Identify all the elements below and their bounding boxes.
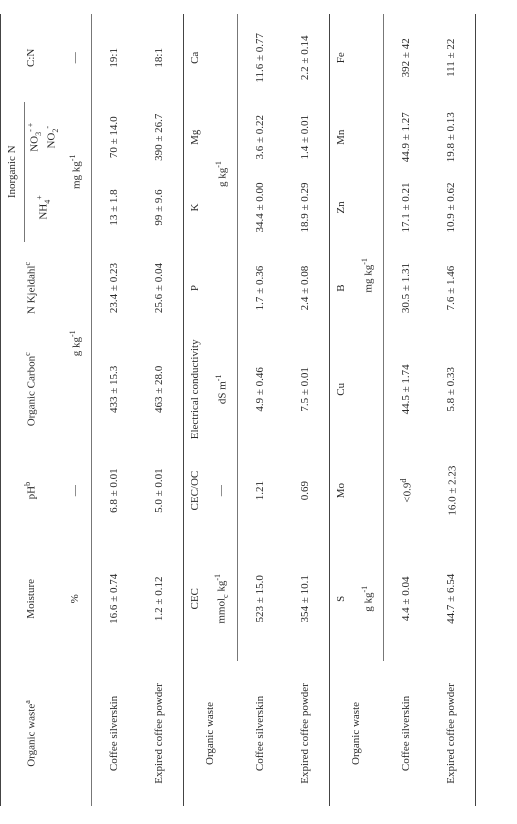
header-ca: Ca xyxy=(188,51,201,64)
cell-fe: 111 ± 22 xyxy=(429,14,475,102)
row-name: Coffee silverskin xyxy=(399,695,412,772)
cell-ec: 7.5 ± 0.01 xyxy=(283,334,329,445)
cell-cn: 19:1 xyxy=(107,48,120,68)
cell-ph: 6.8 ± 0.01 xyxy=(107,468,120,513)
unit-ec: dS $m^{-1}$ xyxy=(207,334,237,445)
table-row xyxy=(429,14,475,806)
header-organic-waste-3: Organic waste xyxy=(349,701,362,765)
table-row xyxy=(237,14,283,806)
table-row xyxy=(383,14,429,806)
unit-gkg-3: g $kg^{-1}$ xyxy=(353,537,383,661)
header-cec: CEC xyxy=(188,588,201,610)
header-n-kjeldahl: N Kjeldahl$^c$ xyxy=(1,242,62,334)
table-row xyxy=(91,14,137,806)
organic-waste-properties-table xyxy=(0,14,476,806)
header-row-2 xyxy=(183,14,207,806)
cell-b: 30.5 ± 1.31 xyxy=(399,263,412,314)
header-row-1 xyxy=(1,14,25,806)
unit-cn: — xyxy=(61,14,91,102)
header-cec-oc: CEC/OC xyxy=(188,470,201,511)
cell-k: 34.4 ± 0.00 xyxy=(253,182,266,233)
cell-zn: 10.9 ± 0.62 xyxy=(429,173,475,242)
cell-cec: 354 ± 10.1 xyxy=(283,537,329,661)
header-no3-no2: $NO_3^{- +}$ $NO_2^-$ xyxy=(26,122,60,152)
row-name: Expired coffee powder xyxy=(429,661,475,806)
cell-k: 18.9 ± 0.29 xyxy=(283,173,329,242)
header-organic-waste-2: Organic waste xyxy=(203,701,216,765)
cell-nh4: 99 ± 9.6 xyxy=(137,173,183,242)
unit-mgkg: mg $kg^{-1}$ xyxy=(61,102,91,242)
cell-fe: 392 ± 42 xyxy=(399,38,412,78)
header-p: P xyxy=(188,284,201,292)
unit-mgkg-3: mg $kg^{-1}$ xyxy=(353,14,383,537)
cell-mo: <0.9$^d$ xyxy=(398,478,414,503)
unit-cec-oc: — xyxy=(207,445,237,537)
cell-s: 4.4 ± 0.04 xyxy=(399,576,412,622)
cell-moisture: 1.2 ± 0.12 xyxy=(137,537,183,661)
table-row xyxy=(283,14,329,806)
header-mo: Mo xyxy=(334,482,347,499)
cell-cu: 5.8 ± 0.33 xyxy=(429,334,475,445)
header-cu: Cu xyxy=(334,382,347,396)
cell-cu: 44.5 ± 1.74 xyxy=(399,364,412,415)
header-electrical-conductivity: Electrical conductivity xyxy=(188,339,201,440)
units-row-1 xyxy=(61,14,91,806)
cell-b: 7.6 ± 1.46 xyxy=(429,242,475,334)
header-fe: Fe xyxy=(334,52,347,64)
cell-s: 44.7 ± 6.54 xyxy=(429,537,475,661)
cell-n-kjeldahl: 23.4 ± 0.23 xyxy=(107,263,120,314)
cell-p: 1.7 ± 0.36 xyxy=(253,265,266,311)
cell-ca: 2.2 ± 0.14 xyxy=(283,14,329,102)
header-nh4: $NH_4^+$ xyxy=(34,195,52,220)
unit-moisture: % xyxy=(61,537,91,661)
header-ph: $pH^b$ xyxy=(1,445,62,537)
header-moisture: Moisture xyxy=(1,537,62,661)
header-row-3 xyxy=(329,14,353,806)
cell-mg: 1.4 ± 0.01 xyxy=(283,102,329,173)
cell-cec-oc: 0.69 xyxy=(283,445,329,537)
header-mn: Mn xyxy=(334,129,347,145)
cell-ca: 11.6 ± 0.77 xyxy=(253,32,266,83)
cell-mg: 3.6 ± 0.22 xyxy=(253,114,266,160)
row-name: Coffee silverskin xyxy=(107,695,120,772)
unit-gkg-2: g $kg^{-1}$ xyxy=(207,14,237,334)
row-name: Expired coffee powder xyxy=(137,661,183,806)
cell-mn: 19.8 ± 0.13 xyxy=(429,102,475,173)
header-organic-carbon: Organic Carbon$^c$ xyxy=(1,334,62,445)
cell-ph: 5.0 ± 0.01 xyxy=(137,445,183,537)
row-name: Coffee silverskin xyxy=(253,695,266,772)
cell-p: 2.4 ± 0.08 xyxy=(283,242,329,334)
table-row xyxy=(137,14,183,806)
cell-organic-carbon: 433 ± 15.3 xyxy=(107,365,120,413)
header-inorganic-n: Inorganic N xyxy=(1,102,25,242)
cell-cn: 18:1 xyxy=(137,14,183,102)
cell-no3: 390 ± 26.7 xyxy=(137,102,183,173)
row-name: Expired coffee powder xyxy=(283,661,329,806)
unit-gkg: g $kg^{-1}$ xyxy=(61,242,91,445)
header-s: S xyxy=(334,595,347,602)
header-k: K xyxy=(188,203,201,212)
cell-cec-oc: 1.21 xyxy=(253,481,266,501)
cell-mo: 16.0 ± 2.23 xyxy=(429,445,475,537)
header-b: B xyxy=(334,284,347,292)
unit-ph: — xyxy=(61,445,91,537)
cell-nh4: 13 ± 1.8 xyxy=(107,189,120,226)
cell-moisture: 16.6 ± 0.74 xyxy=(107,573,120,624)
header-cn: C:N xyxy=(1,14,62,102)
cell-ec: 4.9 ± 0.46 xyxy=(253,367,266,412)
cell-no3: 70 ± 14.0 xyxy=(107,116,120,159)
cell-zn: 17.1 ± 0.21 xyxy=(399,182,412,233)
header-mg: Mg xyxy=(188,129,201,145)
cell-n-kjeldahl: 25.6 ± 0.04 xyxy=(137,242,183,334)
cell-cec: 523 ± 15.0 xyxy=(253,575,266,623)
header-zn: Zn xyxy=(334,201,347,214)
header-organic-waste: Organic waste$^a$ xyxy=(1,661,62,806)
cell-organic-carbon: 463 ± 28.0 xyxy=(137,334,183,445)
unit-cec: mmol$_c$ $kg^{-1}$ xyxy=(207,537,237,661)
cell-mn: 44.9 ± 1.27 xyxy=(399,112,412,163)
